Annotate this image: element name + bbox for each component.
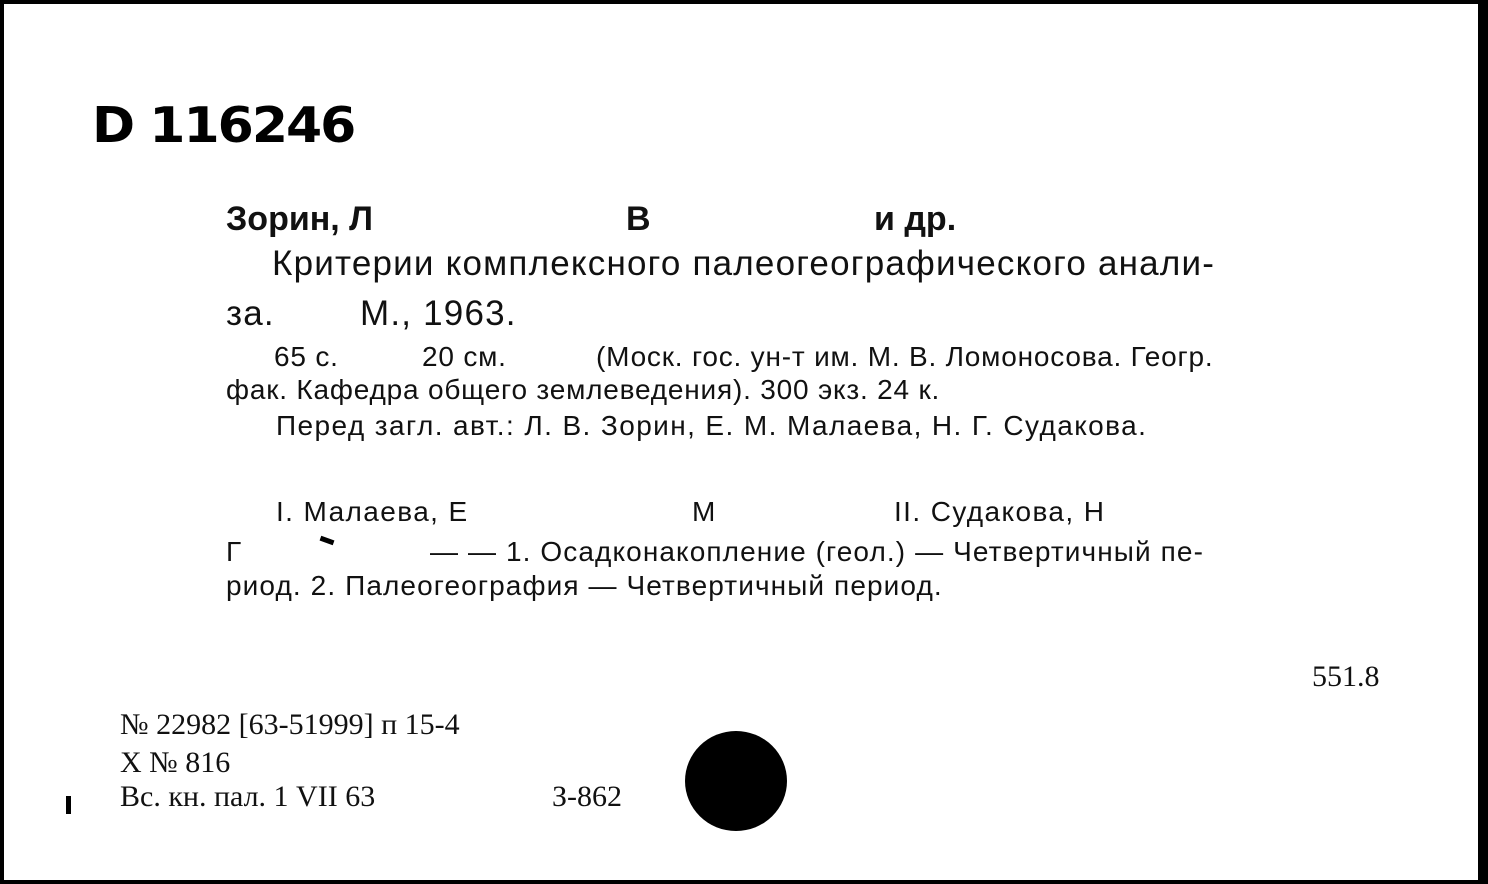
tracing-1-b: М (692, 496, 717, 527)
author-et-al: и др. (874, 200, 957, 238)
desc-pages: 65 с. (274, 341, 339, 372)
imprint-line-3-a: Вс. кн. пал. 1 VII 63 (120, 780, 376, 813)
imprint-line-2: Х № 816 (120, 746, 231, 779)
title-line-2-a: за. (226, 294, 275, 333)
author-surname: Зорин, Л (226, 200, 374, 238)
note-authors: Перед загл. авт.: Л. В. Зорин, Е. М. Малаева, Н. Г. Судакова. (276, 410, 1148, 441)
title-line-1: Критерии комплексного палеогеографического анали- (272, 244, 1216, 283)
imprint-line-3-b: З-862 (552, 780, 623, 813)
stray-mark (320, 536, 335, 545)
desc-series: (Моск. гос. ун-т им. М. В. Ломоносова. Геогр. (596, 341, 1214, 372)
punch-hole (685, 731, 787, 831)
tracing-2-b: — — 1. Осадконакопление (геол.) — Четвертичный пе- (430, 536, 1205, 567)
desc-size: 20 см. (422, 341, 507, 372)
imprint-line-1: № 22982 [63-51999] п 15-4 (120, 708, 460, 741)
tracing-3: риод. 2. Палеогеография — Четвертичный период. (226, 570, 943, 601)
classification-number: 551.8 (1312, 660, 1380, 693)
accession-number: D 116246 (92, 97, 355, 155)
tracing-1-c: II. Судакова, Н (894, 496, 1106, 527)
margin-mark (66, 796, 71, 814)
author-initial-middle: В (626, 200, 651, 238)
imprint-place-year: М., 1963. (360, 294, 517, 333)
desc-line-2: фак. Кафедра общего землеведения). 300 экз. 24 к. (226, 374, 941, 405)
tracing-2-a: Г (226, 536, 242, 567)
tracing-1-a: I. Малаева, Е (276, 496, 469, 527)
